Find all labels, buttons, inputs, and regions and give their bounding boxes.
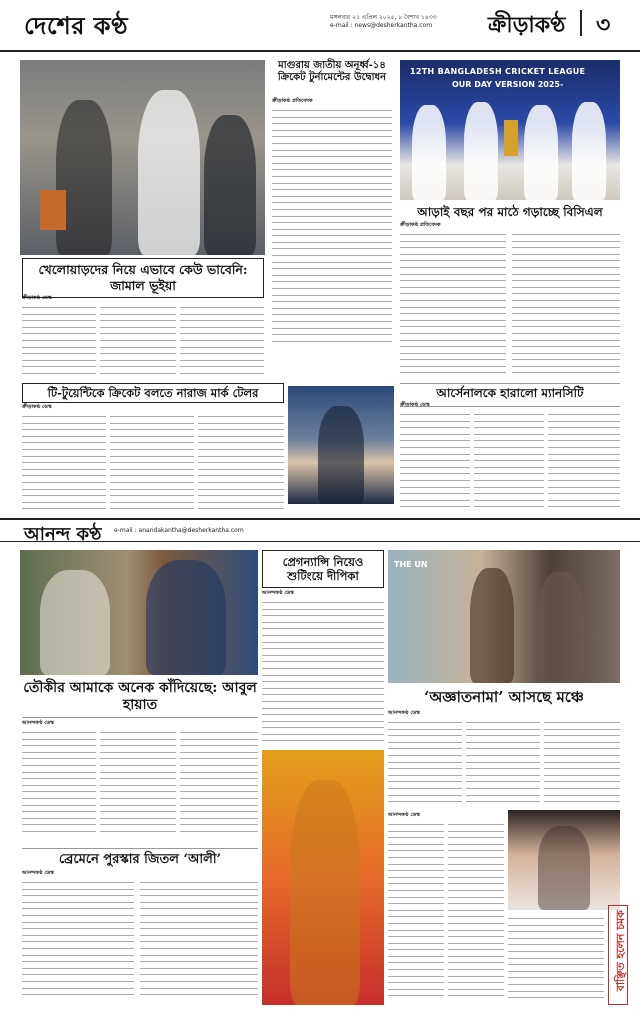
abul-body-col1 <box>22 728 96 838</box>
abul-headline: তৌকীর আমাকে অনেক কাঁদিয়েছে: আবুল হায়াত <box>22 680 258 718</box>
newspaper-title: দেশের কণ্ঠ <box>24 11 129 40</box>
ojnatonama-headline: ‘অজ্ঞাতনামা’ আসছে মঞ্চে <box>424 688 584 706</box>
bcl-byline: ক্রীড়াকণ্ঠ প্রতিবেদক <box>400 222 441 228</box>
section-title: ক্রীড়াকণ্ঠ <box>488 12 566 38</box>
bcl-body-col2 <box>512 230 620 380</box>
u14-headline: মাগুরায় জাতীয় অনূর্ধ্ব-১৪ ক্রিকেট টুর্নামেন্টের উদ্বোধন <box>277 60 387 83</box>
contact-email[interactable]: e-mail : news@desherkantha.com <box>330 22 433 29</box>
page-number: ৩ <box>596 12 611 38</box>
arsenal-byline: ক্রীড়াকণ্ঠ ডেস্ক <box>400 402 430 408</box>
trophy-icon <box>504 120 518 156</box>
taylor-body-col2 <box>110 412 194 512</box>
bcl-poster-line2: OUR DAY VERSION 2025- <box>452 80 564 89</box>
ojnatonama-poster <box>388 550 620 683</box>
taylor-byline: ক্রীড়াকণ্ঠ ডেস্ক <box>22 404 52 410</box>
deepika-byline: আনন্দকণ্ঠ ডেস্ক <box>262 590 295 596</box>
deepika-photo <box>262 750 384 1005</box>
arsenal-body-col2 <box>474 410 544 510</box>
abul-body-col3 <box>180 728 258 838</box>
bcl-body-col1 <box>400 230 506 380</box>
arsenal-body-col1 <box>400 410 470 510</box>
poster-title: THE UN <box>394 560 428 569</box>
jamal-body-col2 <box>100 303 176 375</box>
taylor-body-col1 <box>22 412 106 512</box>
jamal-body-col1 <box>22 303 96 375</box>
section2-title: আনন্দ কণ্ঠ <box>24 524 102 545</box>
bcl-headline: আড়াই বছর পর মাঠে গড়াচ্ছে বিসিএল <box>417 205 603 219</box>
arsenal-headline: আর্সেনালকে হারালো ম্যানসিটি <box>400 383 620 407</box>
issue-date: মঙ্গলবার ২১ এপ্রিল ২০২৫, ৮ বৈশাখ ১৪৩৩ <box>330 14 437 21</box>
ojnatonama-byline: আনন্দকণ্ঠ ডেস্ক <box>388 710 421 716</box>
u14-byline: ক্রীড়াকণ্ঠ প্রতিবেদক <box>272 98 313 104</box>
mark-taylor-photo <box>288 386 394 504</box>
ali-body-col2 <box>140 878 258 1003</box>
deepika-body <box>262 598 384 746</box>
chomok-vertical-text: বাঞ্ছিত হলেন চমক <box>614 910 627 992</box>
jamal-bhuiyan-photo <box>20 60 265 255</box>
abul-hayat-photo <box>20 550 258 675</box>
ojnatonama-body-col1 <box>388 718 462 808</box>
jamal-body-col3 <box>180 303 264 375</box>
ali-byline: আনন্দকণ্ঠ ডেস্ক <box>22 870 55 876</box>
ojnatonama-body-col3 <box>544 718 620 808</box>
arsenal-body-col3 <box>548 410 620 510</box>
ali-body-col1 <box>22 878 134 1003</box>
deepika-headline: প্রেগন্যান্সি নিয়েও শুটিংয়ে দীপিকা <box>262 550 384 588</box>
book-icon <box>40 190 66 230</box>
bcl-poster-line1: 12TH BANGLADESH CRICKET LEAGUE <box>410 67 586 76</box>
abul-byline: আনন্দকণ্ঠ ডেস্ক <box>22 720 55 726</box>
u14-body <box>272 106 392 346</box>
taylor-headline: টি-টুয়েন্টিকে ক্রিকেট বলতে নারাজ মার্ক টেলর <box>22 383 284 403</box>
masthead-divider <box>580 10 582 36</box>
chomok-vertical-headline <box>608 905 628 1005</box>
taylor-body-col3 <box>198 412 284 512</box>
chomok-body-col3 <box>508 914 604 1004</box>
chomok-byline: আনন্দকণ্ঠ ডেস্ক <box>388 812 421 818</box>
chomok-photo <box>508 810 620 910</box>
ojnatonama-body-col2 <box>466 718 540 808</box>
jamal-byline: ক্রীড়াকণ্ঠ ডেস্ক <box>22 295 52 301</box>
abul-body-col2 <box>100 728 176 838</box>
section2-email[interactable]: e-mail : anandakantha@desherkantha.com <box>114 527 244 534</box>
chomok-body-col2 <box>448 820 504 1005</box>
chomok-body-col1 <box>388 820 444 1005</box>
ali-headline: ব্রেমেনে পুরস্কার জিতল ‘আলী’ <box>22 848 258 868</box>
jamal-headline: খেলোয়াড়দের নিয়ে এভাবে কেউ ভাবেনি: জামাল ভূইয়া <box>22 258 264 298</box>
